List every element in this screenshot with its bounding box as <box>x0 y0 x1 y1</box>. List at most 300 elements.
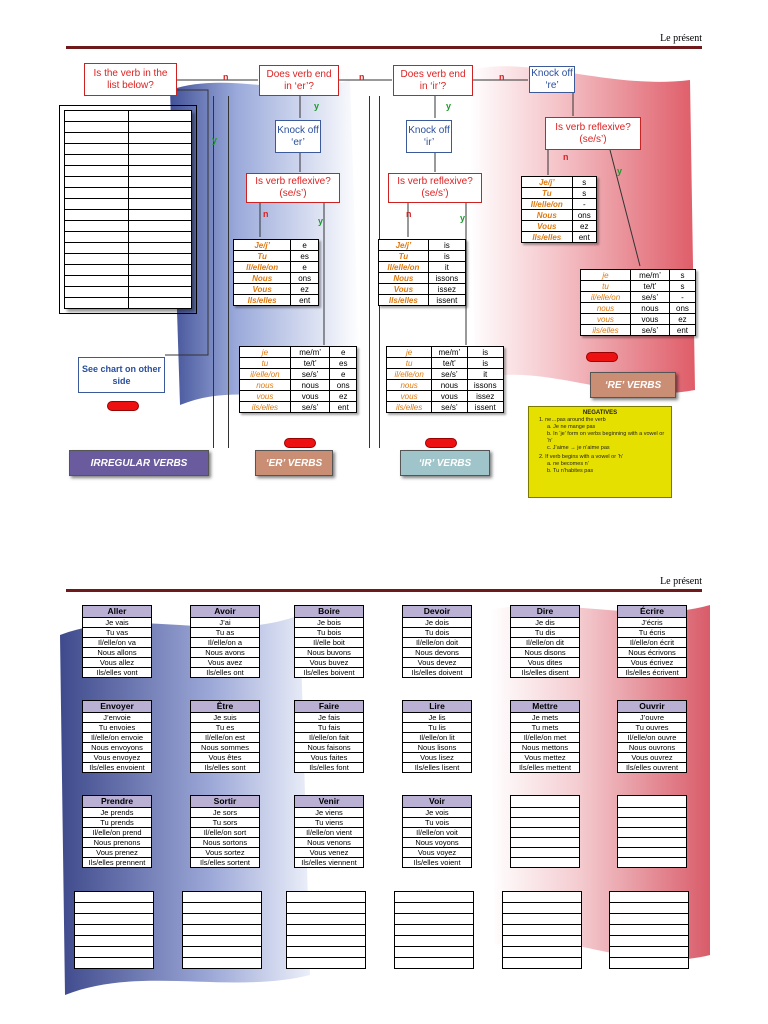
verb-form-row <box>403 838 472 848</box>
blank-list-cell <box>128 166 192 177</box>
ending-cell: e <box>291 262 319 273</box>
verb-table-aller <box>82 605 152 678</box>
reflexive-pronoun-cell: nous <box>630 303 669 314</box>
ir-reflexive-table <box>386 346 504 413</box>
ending-cell: e <box>291 240 319 251</box>
blank-row <box>503 914 582 925</box>
er-plain-row <box>234 273 319 284</box>
ending-cell: e <box>330 369 357 380</box>
verb-form: Ils/elles mettent <box>511 763 580 773</box>
blank-cell <box>503 903 582 914</box>
blank-list-cell <box>65 133 129 144</box>
verb-form-row <box>618 743 687 753</box>
verb-form: Il/elle/on envoie <box>83 733 152 743</box>
blank-list-cell <box>128 265 192 276</box>
pronoun-cell: Il/elle/on <box>379 262 429 273</box>
verb-form-row <box>403 828 472 838</box>
verb-form: J’écris <box>618 618 687 628</box>
banner-re-verbs: ‘RE’ VERBS <box>590 372 676 398</box>
pronoun-cell: il/elle/on <box>387 369 432 380</box>
verb-form: Tu envoies <box>83 723 152 733</box>
verb-form-row <box>83 753 152 763</box>
ending-cell: ez <box>572 221 596 232</box>
blank-list-row <box>65 243 192 254</box>
ending-cell: ez <box>291 284 319 295</box>
blank-list-row <box>65 166 192 177</box>
verb-form-row <box>83 838 152 848</box>
ir-plain-row <box>379 262 466 273</box>
blank-list-row <box>65 133 192 144</box>
verb-table-ouvrir <box>617 700 687 773</box>
pronoun-cell: vous <box>240 391 291 402</box>
knock-off-er: Knock off ‘er’ <box>275 120 321 153</box>
verb-name: Faire <box>295 701 364 713</box>
blank-list-cell <box>65 210 129 221</box>
verb-name: Venir <box>295 796 364 808</box>
reflexive-pronoun-cell: me/m’ <box>630 270 669 281</box>
ending-cell: is <box>467 347 503 358</box>
verb-form: Vous devez <box>403 658 472 668</box>
verb-header-row <box>295 796 364 808</box>
reflexive-pronoun-cell: me/m’ <box>432 347 467 358</box>
blank-row <box>75 947 154 958</box>
reflexive-pronoun-cell: vous <box>630 314 669 325</box>
blank-row <box>395 936 474 947</box>
negatives-rule-1c: c. J’aime → je n’aime pas <box>547 445 610 451</box>
ending-cell: - <box>572 199 596 210</box>
blank-list-cell <box>65 265 129 276</box>
verb-form: Il/elle/on a <box>191 638 260 648</box>
er-endings-table <box>233 239 319 306</box>
verb-header-row <box>403 701 472 713</box>
verb-form-row <box>295 828 364 838</box>
label-no-2: n <box>359 72 365 82</box>
verb-form-row <box>511 658 580 668</box>
verb-name: Lire <box>403 701 472 713</box>
label-no-er-reflexive: n <box>263 209 269 219</box>
verb-form-row <box>191 618 260 628</box>
reflexive-pronoun-cell: te/t’ <box>432 358 467 369</box>
label-yes-list: y <box>212 135 218 145</box>
blank-row <box>75 903 154 914</box>
verb-form <box>618 818 687 828</box>
verb-form: Vous mettez <box>511 753 580 763</box>
blank-row <box>610 925 689 936</box>
verb-form: Tu prends <box>83 818 152 828</box>
verb-name: Voir <box>403 796 472 808</box>
blank-cell <box>287 958 366 969</box>
label-yes-er-reflexive: y <box>318 216 324 226</box>
verb-form-row <box>618 628 687 638</box>
verb-form-row <box>191 638 260 648</box>
pronoun-cell: je <box>387 347 432 358</box>
verb-form-row <box>403 638 472 648</box>
blank-list-row <box>65 232 192 243</box>
blank-row <box>183 892 262 903</box>
ending-cell: issons <box>467 380 503 391</box>
blank-list-cell <box>65 243 129 254</box>
knock-off-re: Knock off ‘re’ <box>529 66 575 93</box>
blank-list-row <box>65 111 192 122</box>
red-marker-irregular <box>107 401 139 411</box>
verb-name: Aller <box>83 606 152 618</box>
question-reflexive-re: Is verb reflexive? (se/s’) <box>545 117 641 150</box>
ending-cell: it <box>467 369 503 380</box>
blank-list-cell <box>128 298 192 309</box>
ending-cell: issez <box>428 284 465 295</box>
verb-form-row <box>83 618 152 628</box>
reflexive-pronoun-cell: nous <box>432 380 467 391</box>
verb-form-row <box>511 858 580 868</box>
verb-form: Nous sommes <box>191 743 260 753</box>
pronoun-cell: Ils/elles <box>379 295 429 306</box>
verb-form: Ils/elles vont <box>83 668 152 678</box>
verb-table-lire <box>402 700 472 773</box>
blank-list-cell <box>128 199 192 210</box>
re-reflexive-row <box>581 292 696 303</box>
verb-form: J’ai <box>191 618 260 628</box>
verb-form <box>511 838 580 848</box>
verb-form: Tu écris <box>618 628 687 638</box>
pronoun-cell: tu <box>240 358 291 369</box>
verb-form-row <box>618 733 687 743</box>
verb-form-row <box>295 618 364 628</box>
red-marker-re <box>586 352 618 362</box>
er-plain-row <box>234 284 319 295</box>
verb-table-dire <box>510 605 580 678</box>
pronoun-cell: nous <box>387 380 432 391</box>
pronoun-cell: je <box>240 347 291 358</box>
blank-list-cell <box>128 155 192 166</box>
verb-form: Je dis <box>511 618 580 628</box>
verb-form: Ils/elles sont <box>191 763 260 773</box>
verb-form: Tu dois <box>403 628 472 638</box>
verb-form: Je fais <box>295 713 364 723</box>
negatives-rule-1: 1. ne…pas around the verb <box>539 417 606 423</box>
er-reflexive-row <box>240 402 357 413</box>
blank-cell <box>287 892 366 903</box>
blank-row <box>503 958 582 969</box>
blank-list-cell <box>65 298 129 309</box>
blank-row <box>610 958 689 969</box>
verb-form-row <box>191 648 260 658</box>
negatives-rule-2a: a. ne becomes n’ <box>547 461 589 467</box>
blank-cell <box>75 914 154 925</box>
verb-form: Il/elle/on sort <box>191 828 260 838</box>
pronoun-cell: Tu <box>234 251 291 262</box>
blank-list-cell <box>128 210 192 221</box>
pronoun-cell: Il/elle/on <box>522 199 573 210</box>
verb-form-row <box>618 713 687 723</box>
verb-form-row <box>403 713 472 723</box>
verb-form: Vous sortez <box>191 848 260 858</box>
verb-form: Vous dites <box>511 658 580 668</box>
pronoun-cell: ils/elles <box>240 402 291 413</box>
verb-form-row <box>191 753 260 763</box>
verb-form <box>511 848 580 858</box>
verb-form: Nous venons <box>295 838 364 848</box>
verb-form-row <box>295 763 364 773</box>
verb-header-row <box>511 701 580 713</box>
blank-cell <box>395 947 474 958</box>
verb-header-row <box>403 606 472 618</box>
ir-reflexive-row <box>387 347 504 358</box>
ir-plain-row <box>379 284 466 295</box>
blank-row <box>287 892 366 903</box>
blank-list-cell <box>128 133 192 144</box>
verb-form-row <box>618 618 687 628</box>
verb-table-écrire <box>617 605 687 678</box>
blank-verb-list <box>64 110 192 309</box>
re-reflexive-row <box>581 325 696 336</box>
blank-row <box>183 914 262 925</box>
verb-form-row <box>618 638 687 648</box>
verb-form: Nous sortons <box>191 838 260 848</box>
blank-list-row <box>65 122 192 133</box>
verb-form-row <box>191 858 260 868</box>
blank-cell <box>395 914 474 925</box>
pronoun-cell: Nous <box>379 273 429 284</box>
ir-plain-row <box>379 251 466 262</box>
re-reflexive-row <box>581 314 696 325</box>
pronoun-cell: Nous <box>522 210 573 221</box>
verb-header-row <box>191 796 260 808</box>
blank-cell <box>395 936 474 947</box>
verb-table-voir <box>402 795 472 868</box>
verb-form: Je lis <box>403 713 472 723</box>
verb-form: Il/elle/on voit <box>403 828 472 838</box>
ir-plain-row <box>379 240 466 251</box>
verb-form-row <box>295 658 364 668</box>
verb-form: Vous buvez <box>295 658 364 668</box>
verb-form: Il/elle/on prend <box>83 828 152 838</box>
verb-header-row <box>618 796 687 808</box>
verb-form: Vous êtes <box>191 753 260 763</box>
verb-form: Ils/elles envoient <box>83 763 152 773</box>
verb-table-venir <box>294 795 364 868</box>
verb-form-row <box>618 648 687 658</box>
verb-name: Être <box>191 701 260 713</box>
ending-cell: ent <box>330 402 357 413</box>
reflexive-pronoun-cell: nous <box>290 380 330 391</box>
verb-form-row <box>403 858 472 868</box>
verb-form: Tu dis <box>511 628 580 638</box>
verb-form: Vous lisez <box>403 753 472 763</box>
verb-header-row <box>191 701 260 713</box>
er-reflexive-row <box>240 358 357 369</box>
reflexive-pronoun-cell: se/s’ <box>630 325 669 336</box>
verb-form-row <box>295 818 364 828</box>
verb-form-row <box>83 638 152 648</box>
blank-cell <box>75 903 154 914</box>
verb-table-blank <box>394 891 474 969</box>
verb-form-row <box>403 658 472 668</box>
verb-form: Je vois <box>403 808 472 818</box>
ending-cell: is <box>467 358 503 369</box>
verb-form-row <box>511 723 580 733</box>
ending-cell: ons <box>669 303 695 314</box>
ir-endings-table <box>378 239 466 306</box>
verb-header-row <box>511 796 580 808</box>
blank-cell <box>503 914 582 925</box>
blank-row <box>75 958 154 969</box>
blank-list-cell <box>128 111 192 122</box>
ending-cell: issent <box>467 402 503 413</box>
verb-form-row <box>295 733 364 743</box>
verb-form <box>511 808 580 818</box>
verb-name: Dire <box>511 606 580 618</box>
verb-table-avoir <box>190 605 260 678</box>
ending-cell: es <box>291 251 319 262</box>
verb-form-row <box>191 838 260 848</box>
verb-form-row <box>191 668 260 678</box>
blank-list-cell <box>128 221 192 232</box>
pronoun-cell: tu <box>387 358 432 369</box>
verb-form-row <box>191 828 260 838</box>
verb-form-row <box>403 848 472 858</box>
er-plain-row <box>234 295 319 306</box>
verb-form-row <box>511 838 580 848</box>
verb-form-row <box>83 713 152 723</box>
re-plain-row <box>522 210 597 221</box>
blank-list-cell <box>65 276 129 287</box>
verb-form-row <box>403 753 472 763</box>
pronoun-cell: Vous <box>234 284 291 295</box>
blank-list-cell <box>65 144 129 155</box>
verb-form: Nous écrivons <box>618 648 687 658</box>
verb-form: Nous envoyons <box>83 743 152 753</box>
ir-plain-row <box>379 295 466 306</box>
verb-form: Ils/elles font <box>295 763 364 773</box>
verb-form-row <box>191 658 260 668</box>
verb-form: Tu es <box>191 723 260 733</box>
verb-form: Je vais <box>83 618 152 628</box>
verb-form-row <box>403 733 472 743</box>
er-plain-row <box>234 251 319 262</box>
reflexive-pronoun-cell: se/s’ <box>432 369 467 380</box>
pronoun-cell: vous <box>581 314 631 325</box>
verb-form: Tu bois <box>295 628 364 638</box>
verb-form-row <box>191 743 260 753</box>
blank-list-cell <box>65 166 129 177</box>
ending-cell: ons <box>291 273 319 284</box>
verb-form: Ils/elles doivent <box>403 668 472 678</box>
verb-form: Tu sors <box>191 818 260 828</box>
blank-list-row <box>65 144 192 155</box>
blank-cell <box>183 914 262 925</box>
verb-form: Nous ouvrons <box>618 743 687 753</box>
reflexive-pronoun-cell: se/s’ <box>630 292 669 303</box>
blank-list-row <box>65 254 192 265</box>
negatives-rule-1b: b. In ‘je’ form on verbs beginning with a vowel or ‘h’ <box>547 431 665 444</box>
verb-form: Nous prenons <box>83 838 152 848</box>
blank-list-cell <box>128 144 192 155</box>
blank-row <box>183 903 262 914</box>
blank-cell <box>610 947 689 958</box>
blank-cell <box>183 936 262 947</box>
blank-cell <box>183 925 262 936</box>
verb-form-row <box>191 818 260 828</box>
negatives-title: NEGATIVES <box>582 410 618 416</box>
ending-cell: is <box>428 240 465 251</box>
blank-row <box>75 936 154 947</box>
pronoun-cell: vous <box>387 391 432 402</box>
verb-table-blank <box>502 891 582 969</box>
verb-form-row <box>295 723 364 733</box>
ending-cell: issons <box>428 273 465 284</box>
verb-name: Écrire <box>618 606 687 618</box>
negatives-rule-1a: a. Je ne mange pas <box>547 424 596 430</box>
pronoun-cell: Ils/elles <box>234 295 291 306</box>
verb-table-faire <box>294 700 364 773</box>
ending-cell: ons <box>330 380 357 391</box>
blank-row <box>287 947 366 958</box>
ending-cell: it <box>428 262 465 273</box>
blank-list-row <box>65 265 192 276</box>
header-rule-bottom <box>66 589 702 592</box>
banner-ir-verbs: ‘IR’ VERBS <box>400 450 490 476</box>
verb-form-row <box>618 763 687 773</box>
verb-form: Il/elle/on lit <box>403 733 472 743</box>
verb-form-row <box>511 648 580 658</box>
verb-form: Vous envoyez <box>83 753 152 763</box>
verb-form: Il/elle/on dit <box>511 638 580 648</box>
red-marker-er <box>284 438 316 448</box>
blank-list-cell <box>128 122 192 133</box>
verb-name: Mettre <box>511 701 580 713</box>
verb-form-row <box>83 723 152 733</box>
blank-cell <box>183 903 262 914</box>
blank-list-cell <box>128 287 192 298</box>
blank-row <box>395 947 474 958</box>
ir-reflexive-row <box>387 402 504 413</box>
blank-row <box>610 914 689 925</box>
verb-name <box>511 796 580 808</box>
verb-form-row <box>511 743 580 753</box>
pronoun-cell: nous <box>581 303 631 314</box>
blank-row <box>183 936 262 947</box>
blank-row <box>503 903 582 914</box>
verb-form: Vous allez <box>83 658 152 668</box>
verb-form-row <box>83 848 152 858</box>
reflexive-pronoun-cell: se/s’ <box>432 402 467 413</box>
verb-form-row <box>403 808 472 818</box>
blank-row <box>287 903 366 914</box>
blank-cell <box>503 958 582 969</box>
blank-cell <box>610 914 689 925</box>
verb-form-row <box>295 628 364 638</box>
pronoun-cell: Tu <box>522 188 573 199</box>
blank-cell <box>287 936 366 947</box>
red-marker-ir <box>425 438 457 448</box>
verb-form: Ils/elles ont <box>191 668 260 678</box>
verb-form-row <box>295 648 364 658</box>
re-reflexive-table <box>580 269 696 336</box>
ir-reflexive-row <box>387 391 504 402</box>
verb-form-row <box>295 808 364 818</box>
blank-list-cell <box>128 177 192 188</box>
verb-form: Je prends <box>83 808 152 818</box>
blank-list-row <box>65 210 192 221</box>
ending-cell: - <box>669 292 695 303</box>
verb-form-row <box>618 723 687 733</box>
verb-table-mettre <box>510 700 580 773</box>
verb-form: Ils/elles écrivent <box>618 668 687 678</box>
blank-row <box>503 925 582 936</box>
er-reflexive-row <box>240 369 357 380</box>
verb-form-row <box>295 638 364 648</box>
verb-form-row <box>83 658 152 668</box>
